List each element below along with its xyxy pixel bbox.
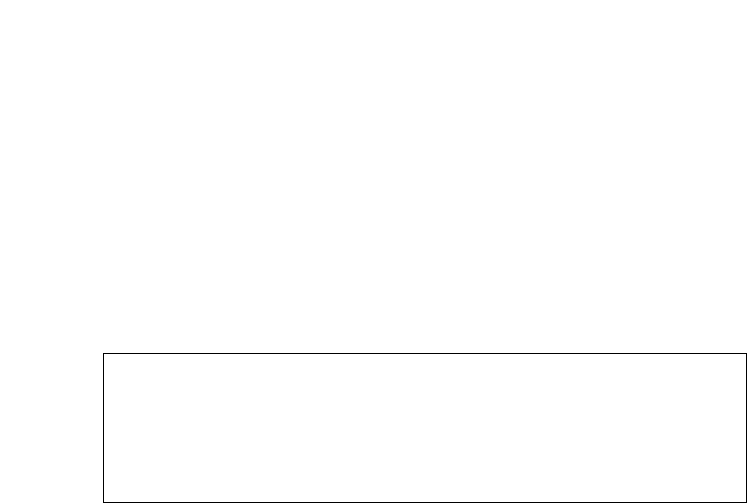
notes-frame xyxy=(103,353,747,503)
notes-section xyxy=(112,366,742,369)
